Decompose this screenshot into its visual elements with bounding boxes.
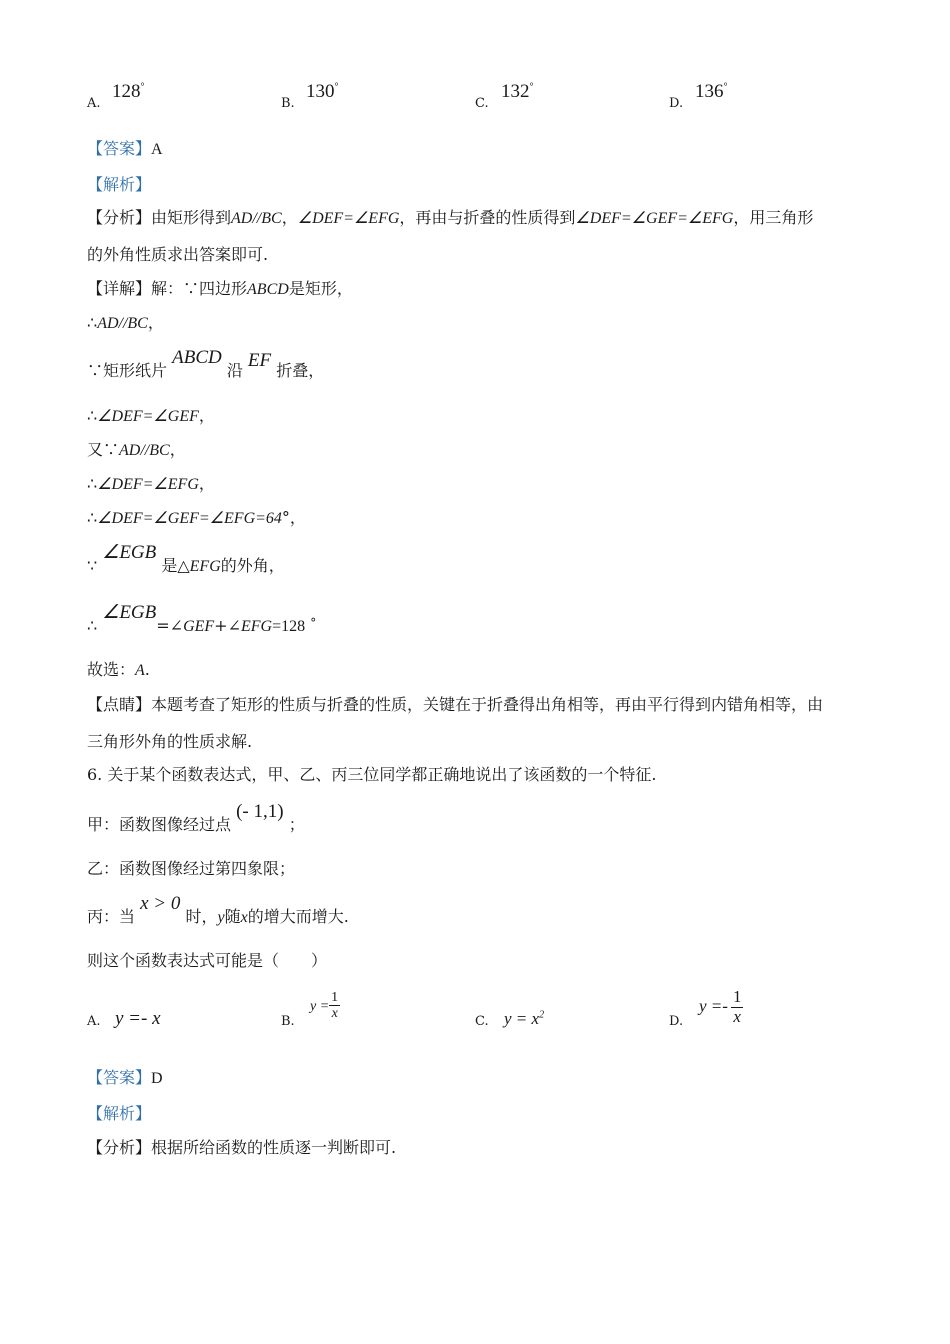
answer-value: A <box>151 141 163 158</box>
q6-option-d-formula: y =- $\frac{1}{x}$ <box>699 987 742 1026</box>
q5-step7: ∵ ∠EGB 是△EFG的外角， <box>87 542 285 575</box>
q6-yi: 乙：函数图像经过第四象限； <box>87 859 296 878</box>
q6-analysis-tag: 【解析】 <box>87 1104 152 1123</box>
q5-detail-line1: 【详解】解：∵四边形ABCD是矩形， <box>87 279 353 298</box>
q5-step1: ∴AD//BC， <box>87 313 164 332</box>
q5-option-a-value: 128° <box>112 81 145 102</box>
q6-option-b-formula: y = $\frac{1}{x}$ <box>310 990 339 1022</box>
q5-dianjing-line2: 三角形外角的性质求解. <box>87 732 253 751</box>
q6-option-b-letter: B. <box>281 1014 295 1029</box>
q6-stem: 6. 关于某个函数表达式，甲、乙、丙三位同学都正确地说出了该函数的一个特征. <box>87 765 657 784</box>
q5-option-c-value: 132° <box>501 81 534 102</box>
q5-answer-line <box>87 141 163 158</box>
q5-step2: ∵矩形纸片 ABCD 沿 EF 折叠， <box>87 347 325 380</box>
q6-option-c-formula: $y = x^2$ <box>504 1009 545 1028</box>
q5-step4: 又∵AD//BC， <box>87 440 186 459</box>
q5-option-b-value: 130° <box>306 81 339 102</box>
q5-fenxi-line1: 【分析】由矩形得到AD//BC，∠DEF=∠EFG，再由与折叠的性质得到∠DEF=∠GEF=∠EFG，用三角形 <box>87 208 814 227</box>
q6-fenxi: 【分析】根据所给函数的性质逐一判断即可. <box>87 1138 397 1157</box>
q5-option-d-value: 136° <box>695 81 728 102</box>
q6-jia: 甲：函数图像经过点 (- 1,1) ； <box>87 801 305 834</box>
q6-ask: 则这个函数表达式可能是（ ） <box>87 951 328 970</box>
q5-option-a-letter: A. <box>87 96 101 111</box>
q5-option-b-letter: B. <box>281 96 295 111</box>
q5-option-d-letter: D. <box>669 96 684 111</box>
q6-option-a-formula: y =- x <box>115 1008 161 1029</box>
q5-step3: ∴∠DEF=∠GEF， <box>87 406 215 425</box>
q5-step8: ∴ ∠EGB=∠GEF+∠EFG=128 ° <box>87 602 317 635</box>
q6-option-c-letter: C. <box>475 1014 489 1029</box>
q5-step6: ∴∠DEF=∠GEF=∠EFG=64°， <box>87 508 306 527</box>
q5-option-c-letter: C. <box>475 96 489 111</box>
q6-option-a-letter: A. <box>87 1014 101 1029</box>
q5-dianjing-line1: 【点睛】本题考查了矩形的性质与折叠的性质，关键在于折叠得出角相等，再由平行得到内错角相等，由 <box>87 695 824 714</box>
analysis-tag: 【解析】 <box>87 175 152 194</box>
q6-answer-line: 【答案】D <box>87 1068 163 1087</box>
q5-choose: 故选：A. <box>87 660 150 679</box>
q6-bing: 丙：当 x > 0 时，y随x的增大而增大. <box>87 893 349 926</box>
q5-step5: ∴∠DEF=∠EFG， <box>87 474 215 493</box>
answer-tag: 【答案】 <box>87 139 152 158</box>
q6-option-d-letter: D. <box>669 1014 684 1029</box>
q5-fenxi-line2: 的外角性质求出答案即可. <box>87 245 269 264</box>
